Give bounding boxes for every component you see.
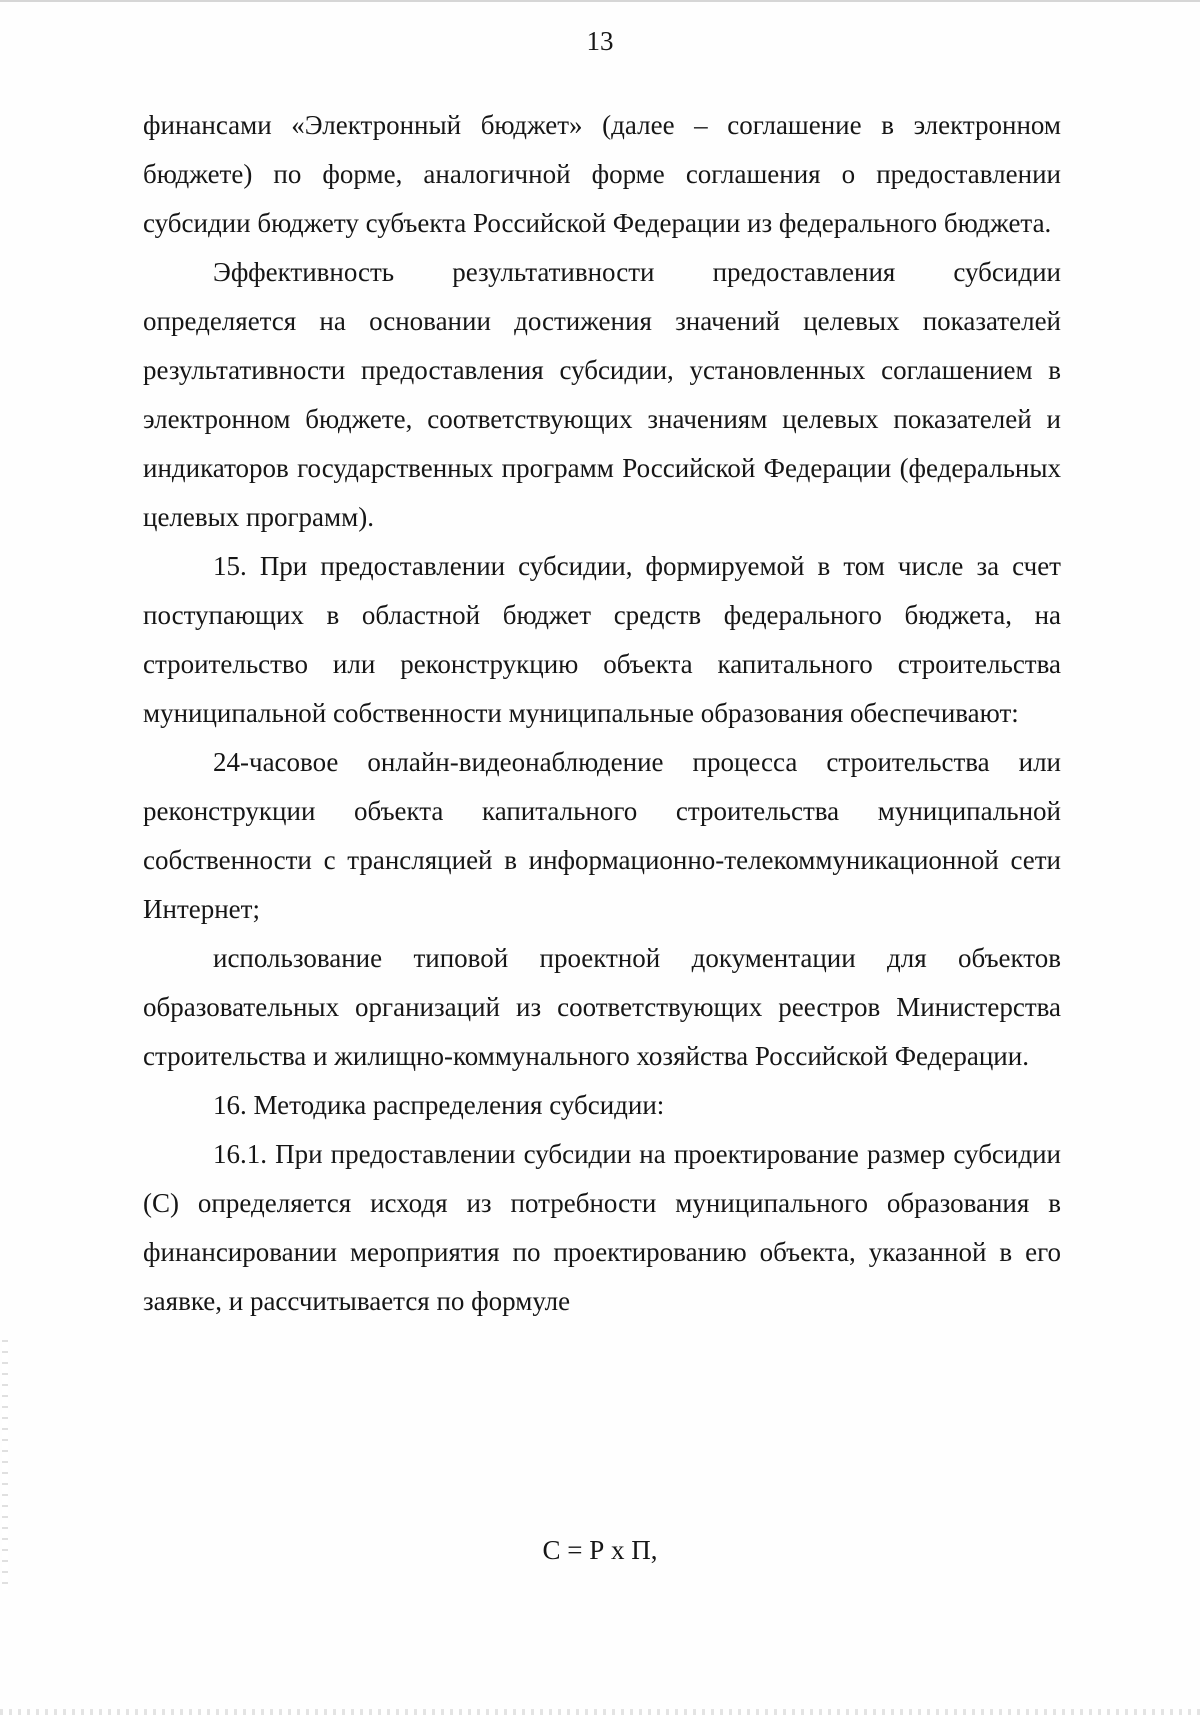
paragraph-5: использование типовой проектной документации для объектов образовательных организаций из соответствующих реестров Министерства строительства и жилищно-коммунального хозяйства Российской Федерации.	[143, 943, 1061, 1071]
body-text	[143, 101, 1061, 1326]
formula: С = Р х П,	[542, 1535, 658, 1565]
paragraph-4: 24-часовое онлайн-видеонаблюдение процесса строительства или реконструкции объекта капитального строительства муниципальной собственности с трансляцией в информационно-телекоммуникационной сети Интернет;	[143, 747, 1061, 924]
paragraph-1: финансами «Электронный бюджет» (далее – соглашение в электронном бюджете) по форме, аналогичной форме соглашения о предоставлении субсидии бюджету субъекта Российской Федерации из федерального бюджета.	[143, 110, 1061, 238]
paragraph-3: 15. При предоставлении субсидии, формируемой в том числе за счет поступающих в областной бюджет средств федерального бюджета, на строительство или реконструкцию объекта капитального строительства муниципальной собственности муниципальные образования обеспечивают:	[143, 551, 1061, 728]
page-number: 13	[586, 26, 614, 56]
scan-edge-noise	[2, 1340, 8, 1590]
scan-bottom-noise	[0, 1709, 1200, 1715]
paragraph-6: 16. Методика распределения субсидии:	[213, 1090, 665, 1120]
paragraph-2: Эффективность результативности предоставления субсидии определяется на основании достижения значений целевых показателей результативности предоставления субсидии, установленных соглашением в электронном бюджете, соответствующих значениям целевых показателей и индикаторов государственных программ Российской Федерации (федеральных целевых программ).	[143, 257, 1061, 532]
paragraph-7: 16.1. При предоставлении субсидии на проектирование размер субсидии (С) определяется исходя из потребности муниципального образования в финансировании мероприятия по проектированию объекта, указанной в его заявке, и рассчитывается по формуле	[143, 1139, 1061, 1316]
page-top-edge	[0, 0, 1200, 2]
